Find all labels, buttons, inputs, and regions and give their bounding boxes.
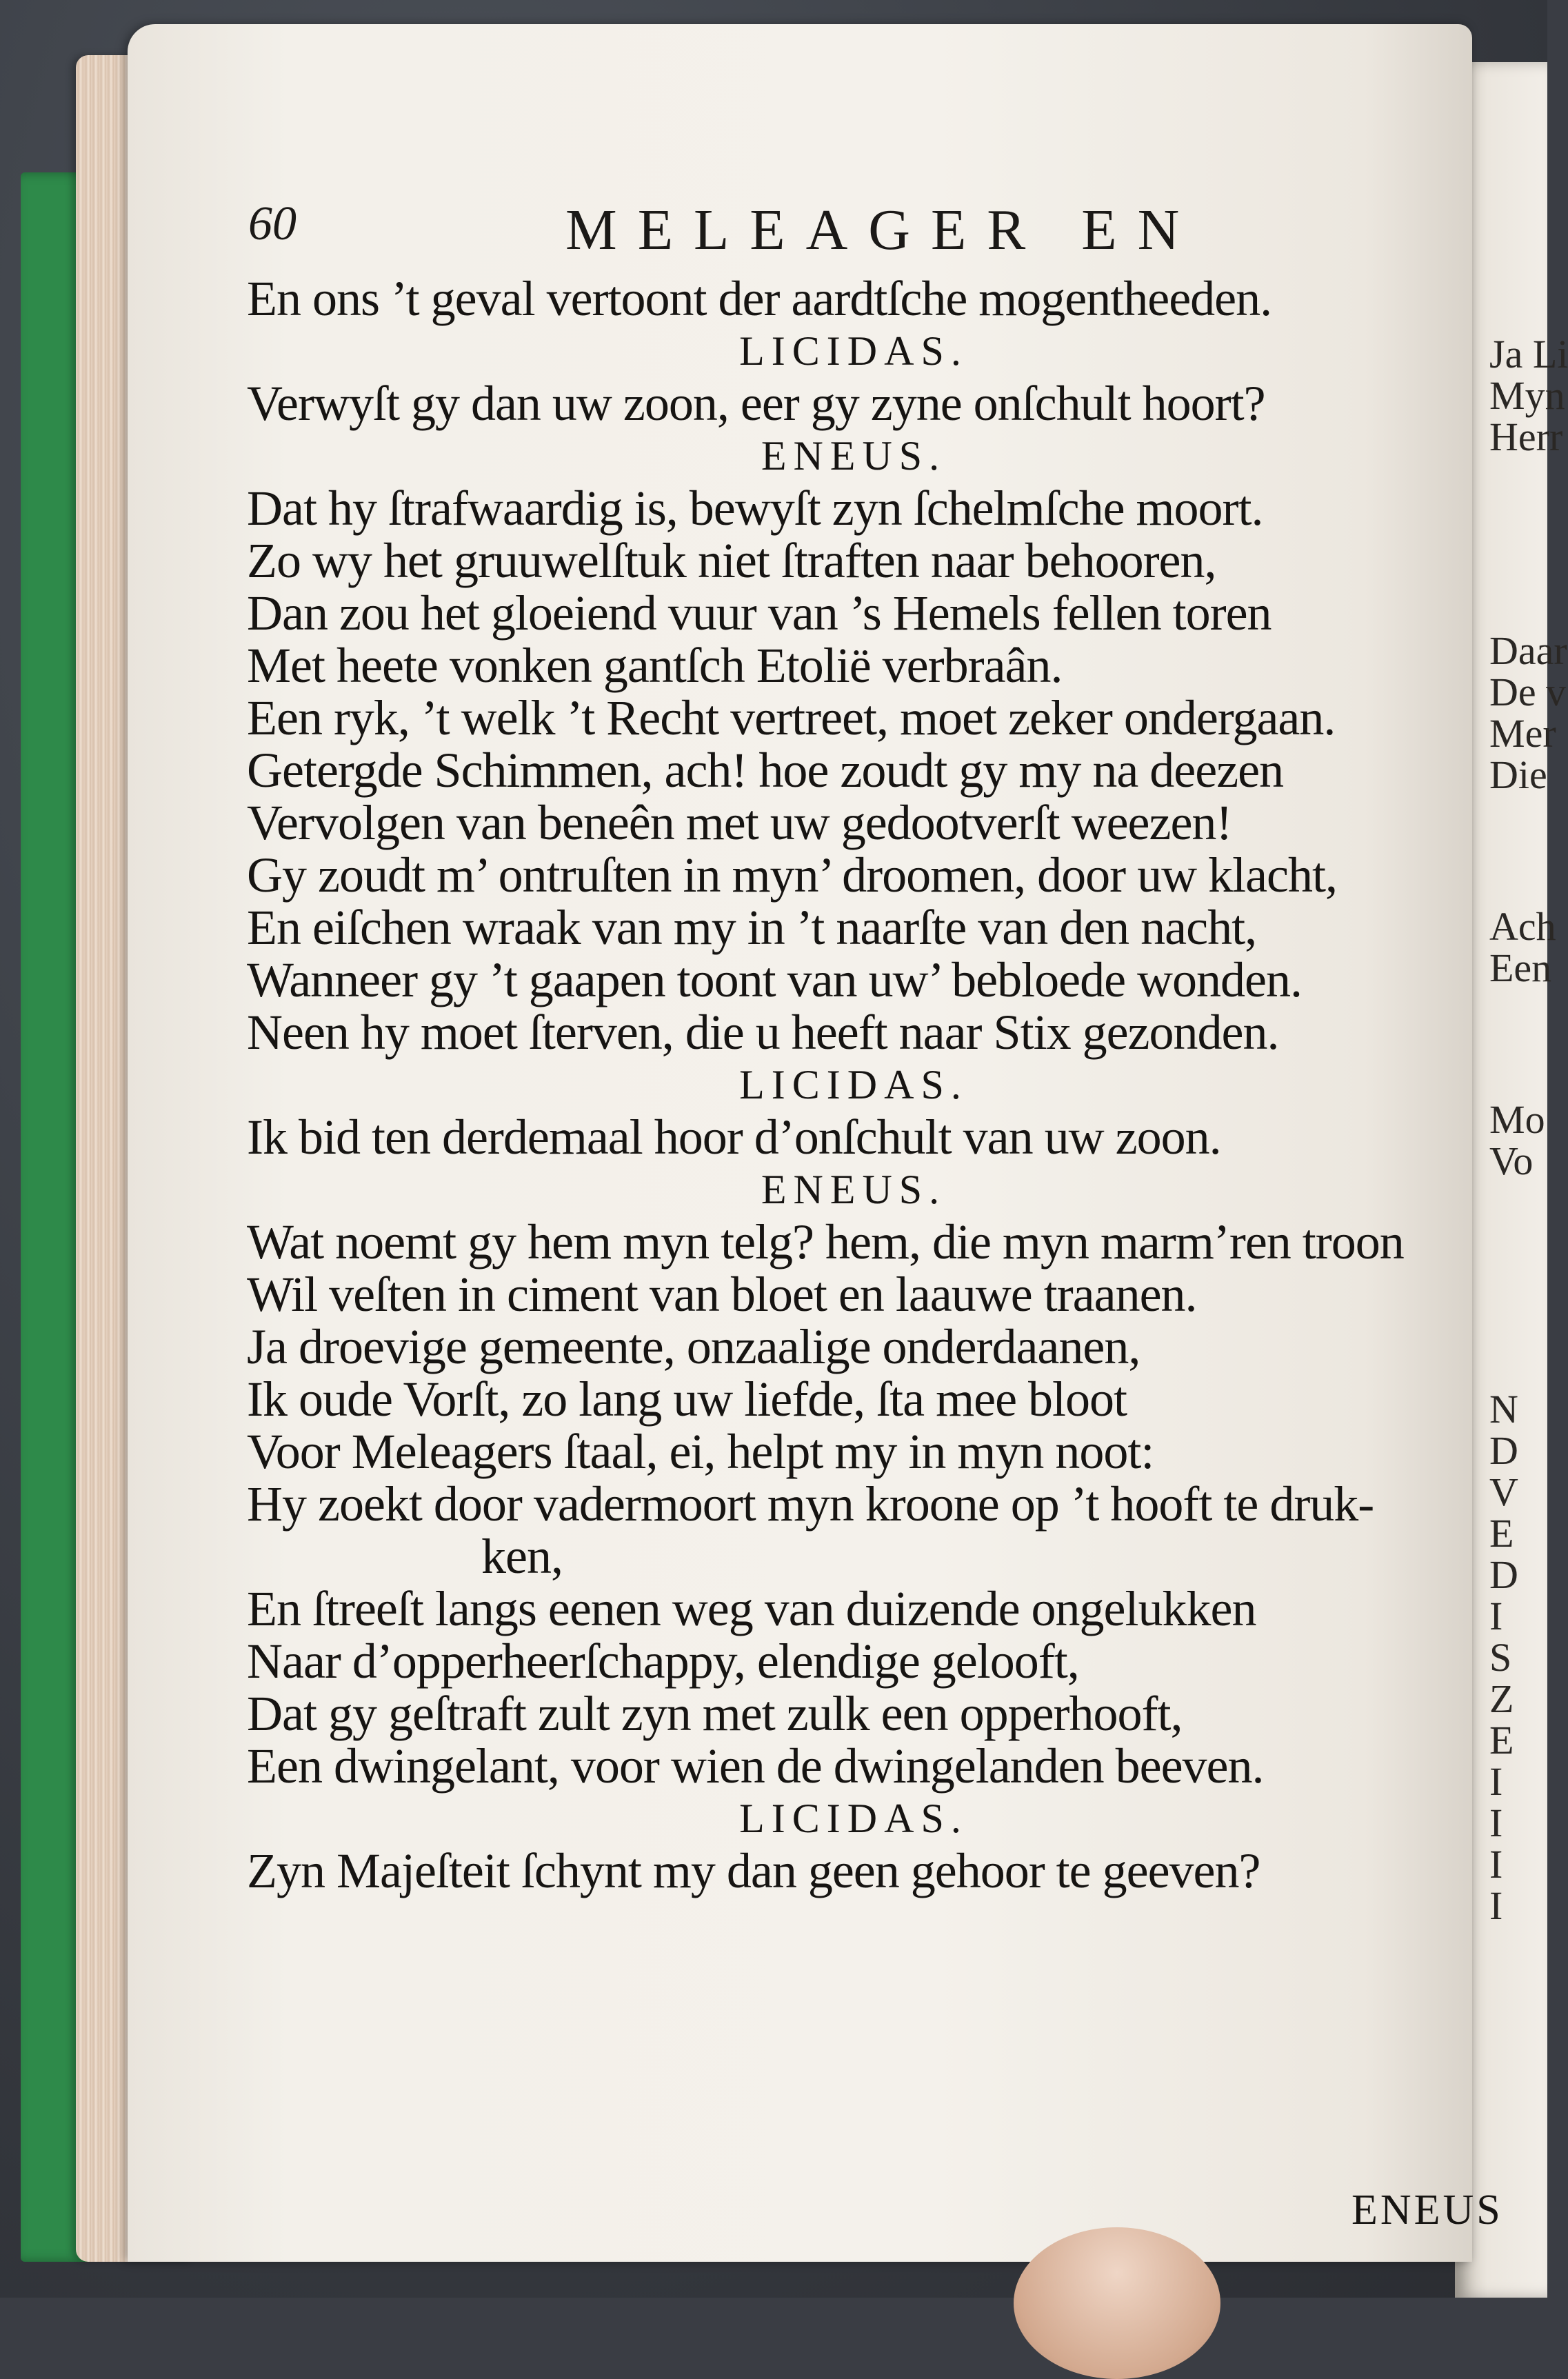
verse-line: Zyn Majeſteit ſchynt my dan geen gehoor te geeven? <box>247 1843 1260 1898</box>
facing-page-fragment: Mo <box>1489 1097 1545 1142</box>
facing-page-fragment: Vo <box>1489 1138 1534 1183</box>
facing-page-fragment: Ach <box>1489 904 1556 949</box>
facing-page-fragment: N <box>1489 1387 1518 1432</box>
speaker-heading: ENEUS. <box>761 1167 947 1212</box>
verse-line: Ja droevige gemeente, onzaalige onderdaanen, <box>247 1319 1140 1374</box>
facing-page-fragment: Mer <box>1489 711 1556 756</box>
verse-line: Wat noemt gy hem myn telg? hem, die myn marm’ren troon <box>247 1214 1404 1269</box>
verse-line: En ons ’t geval vertoont der aardtſche mogentheeden. <box>247 271 1272 326</box>
facing-page-fragment: Daar <box>1489 628 1567 673</box>
facing-page-fragment: I <box>1489 1759 1503 1804</box>
verse-line: Wil veſten in ciment van bloet en laauwe traanen. <box>247 1267 1197 1322</box>
verse-line: Naar d’opperheerſchappy, elendige gelooft, <box>247 1634 1079 1689</box>
speaker-heading: LICIDAS. <box>739 328 968 374</box>
verse-line: Dan zou het gloeiend vuur van ’s Hemels fellen toren <box>247 585 1272 641</box>
verse-line: Wanneer gy ’t gaapen toont van uw’ bebloede wonden. <box>247 952 1303 1007</box>
verse-line: En ſtreeſt langs eenen weg van duizende ongelukken <box>247 1581 1256 1636</box>
verse-line: Getergde Schimmen, ach! hoe zoudt gy my na deezen <box>247 743 1284 798</box>
facing-page-fragment: Herr <box>1489 414 1563 459</box>
verse-line: Zo wy het gruuwelſtuk niet ſtraften naar behooren, <box>247 533 1216 588</box>
verse-line: Een ryk, ’t welk ’t Recht vertreet, moet zeker ondergaan. <box>247 690 1336 745</box>
running-title: MELEAGER EN <box>565 198 1200 262</box>
catchword: ENEUS <box>1351 2187 1503 2234</box>
verse-line: Ik oude Vorſt, zo lang uw liefde, ſta mee bloot <box>247 1372 1127 1427</box>
facing-page-fragment: Een <box>1489 945 1552 990</box>
facing-page-fragment: D <box>1489 1428 1518 1473</box>
facing-page-fragment: Ja Li <box>1489 332 1568 377</box>
facing-page-fragment: De v <box>1489 670 1567 714</box>
page-number: 60 <box>248 197 296 250</box>
facing-page-fragment: I <box>1489 1883 1503 1928</box>
facing-page-fragment: E <box>1489 1511 1514 1556</box>
speaker-heading: LICIDAS. <box>739 1796 968 1841</box>
facing-page-fragment: Die <box>1489 752 1547 797</box>
verse-line: Dat gy geſtraft zult zyn met zulk een opperhooft, <box>247 1686 1183 1741</box>
facing-page-fragment: D <box>1489 1552 1518 1597</box>
facing-page-fragment: S <box>1489 1635 1512 1680</box>
verse-line-continuation: ken, <box>481 1529 563 1584</box>
facing-page-fragment: E <box>1489 1718 1514 1763</box>
verse-line: Met heete vonken gantſch Etolië verbraân. <box>247 638 1063 693</box>
verse-text-block <box>247 272 1460 2148</box>
facing-page-fragment: I <box>1489 1842 1503 1887</box>
facing-page-fragment: Z <box>1489 1676 1514 1721</box>
speaker-heading: ENEUS. <box>761 433 947 479</box>
verse-line: En eiſchen wraak van my in ’t naarſte van den nacht, <box>247 900 1257 955</box>
page-header <box>248 197 1283 272</box>
verse-line: Gy zoudt m’ ontruſten in myn’ droomen, door uw klacht, <box>247 847 1338 903</box>
verse-line: Verwyſt gy dan uw zoon, eer gy zyne onſchult hoort? <box>247 376 1265 431</box>
verse-line: Voor Meleagers ſtaal, ei, helpt my in myn noot: <box>247 1424 1154 1479</box>
facing-page-fragment: I <box>1489 1800 1503 1845</box>
thumb <box>1014 2227 1220 2379</box>
facing-page-fragment: V <box>1489 1469 1518 1514</box>
facing-page-fragment: I <box>1489 1594 1503 1638</box>
verse-line: Een dwingelant, voor wien de dwingelanden beeven. <box>247 1738 1264 1794</box>
facing-page-text <box>1489 331 1568 2193</box>
verse-line: Dat hy ſtrafwaardig is, bewyſt zyn ſchelmſche moort. <box>247 481 1263 536</box>
speaker-heading: LICIDAS. <box>739 1062 968 1107</box>
facing-page-fragment: Myn <box>1489 373 1565 418</box>
verse-line: Vervolgen van beneên met uw gedootverſt weezen! <box>247 795 1232 850</box>
verse-line: Neen hy moet ſterven, die u heeft naar Stix gezonden. <box>247 1005 1279 1060</box>
verse-line: Hy zoekt door vadermoort myn kroone op ’t hooft te druk- <box>247 1476 1374 1532</box>
verse-line: Ik bid ten derdemaal hoor d’onſchult van uw zoon. <box>247 1110 1221 1165</box>
